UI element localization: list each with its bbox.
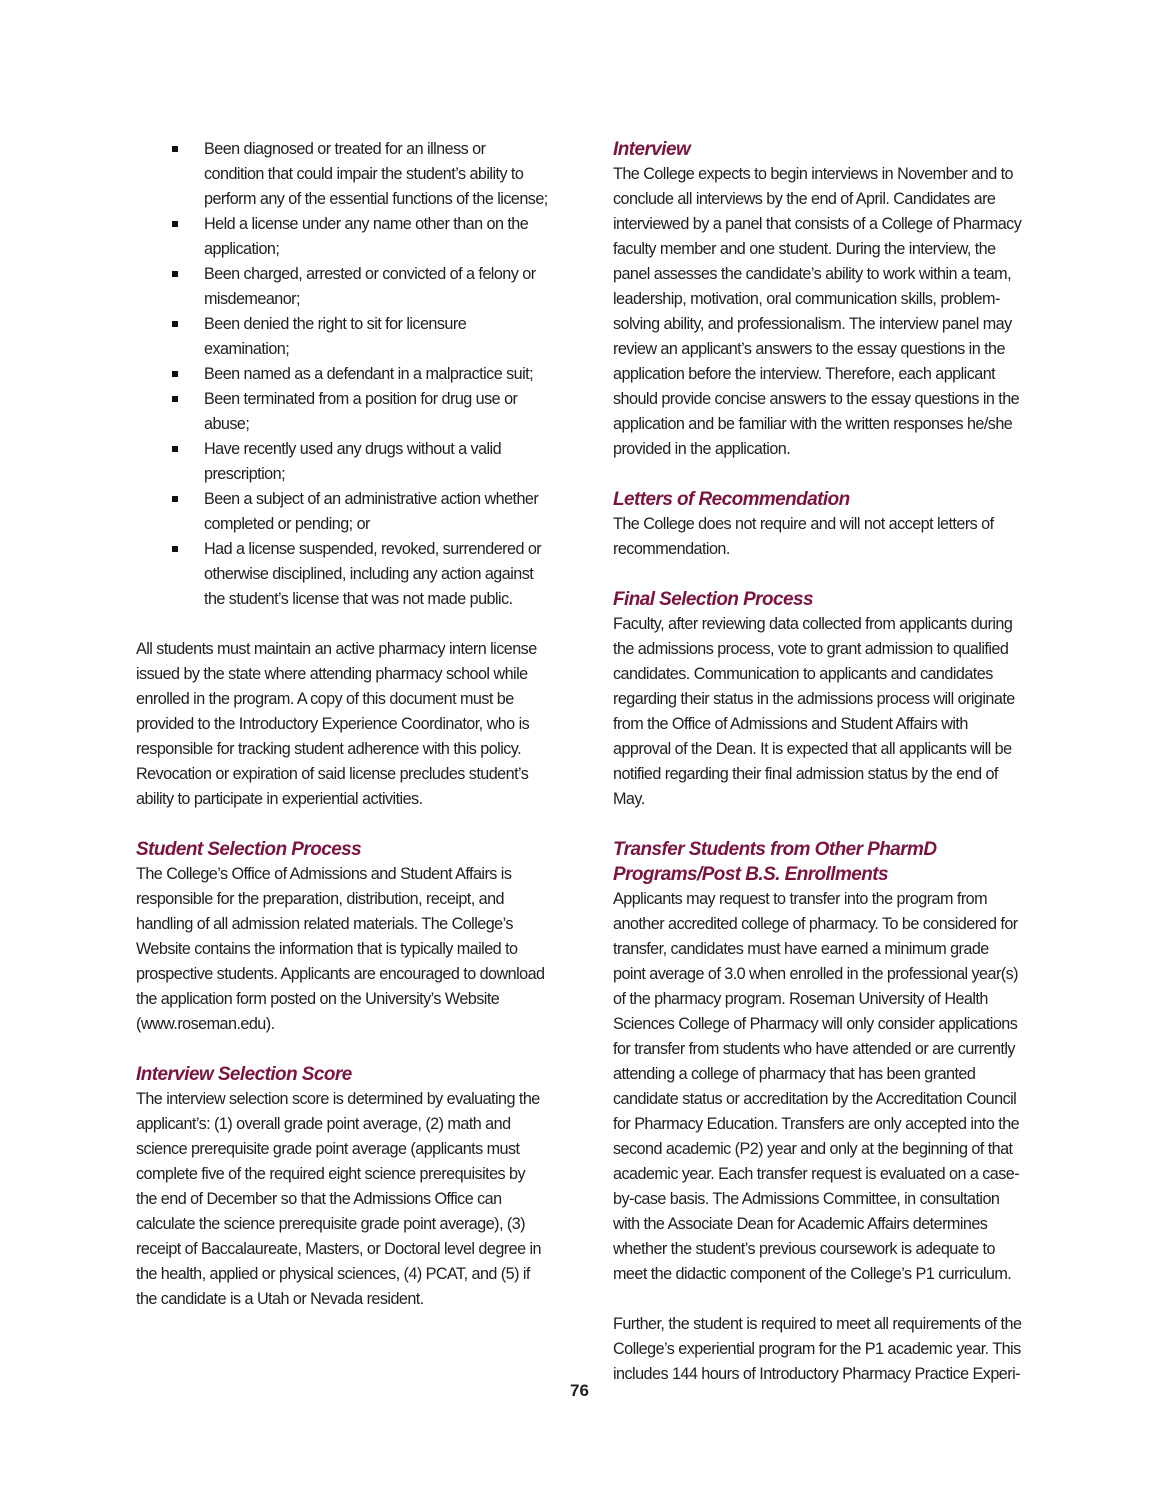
list-item (136, 212, 549, 262)
intern-license-paragraph: All students must maintain an active pharmacy intern license issued by the state where attending pharmacy school while enrolled in the program. A copy of this document must be provided to the Introductory Experience Coordinator, who is responsible for tracking student adherence with this policy. Revocation or expiration of said license precludes student’s ability to participate in experiential activities. (136, 640, 537, 808)
final-selection-heading: Final Selection Process (613, 589, 813, 610)
transfer-continuation-paragraph: Further, the student is required to meet all requirements of the College’s experiential program for the P1 academic year. This includes 144 hours of Introductory Pharmacy Practice Experi- (613, 1315, 1022, 1383)
list-item (136, 362, 549, 387)
list-item-text: Been named as a defendant in a malpractice suit; (204, 365, 534, 383)
interview-score-paragraph: The interview selection score is determined by evaluating the applicant’s: (1) overall grade point average, (2) math and science prerequisite grade point average (applicants must complete five of the required eight science prerequisites by the end of December so that the Admissions Office can calculate the science prerequisite grade point average), (3) receipt of Baccalaureate, Masters, or Doctoral level degree in the health, applied or physical sciences, (4) PCAT, and (5) if the candidate is a Utah or Nevada resident. (136, 1090, 541, 1308)
transfer-paragraph: Applicants may request to transfer into the program from another accredited college of pharmacy. To be considered for transfer, candidates must have earned a minimum grade point average of 3.0 when enrolled in the professional year(s) of the pharmacy program. Roseman University of Health Sciences College of Pharmacy will only consider applications for transfer from students who have attended or are currently attending a college of pharmacy that has been granted candidate status or accreditation by the Accreditation Council for Pharmacy Education. Transfers are only accepted into the second academic (P2) year and only at the beginning of that academic year. Each transfer request is evaluated on a case-by-case basis. The Admissions Committee, in consultation with the Associate Dean for Academic Affairs determines whether the student’s previous coursework is adequate to meet the didactic component of the College’s P1 curriculum. (613, 890, 1020, 1283)
transfer-heading: Transfer Students from Other PharmD Programs/Post B.S. Enrollments (613, 839, 937, 885)
letters-paragraph: The College does not require and will not accept letters of recommendation. (613, 515, 994, 558)
square-bullet-icon (172, 546, 178, 552)
list-item (136, 487, 549, 537)
list-item-text: Have recently used any drugs without a valid prescription; (204, 440, 502, 483)
student-selection-paragraph: The College’s Office of Admissions and Student Affairs is responsible for the preparation, distribution, receipt, and handling of all admission related materials. The College’s Website contains the information that is typically mailed to prospective students. Applicants are encouraged to download the application form posted on the University’s Website (www.roseman.edu). (136, 865, 545, 1033)
square-bullet-icon (172, 221, 178, 227)
list-item (136, 437, 549, 487)
list-item-text: Been diagnosed or treated for an illness or condition that could impair the student’s ability to perform any of the essential functions of the license; (204, 140, 548, 208)
square-bullet-icon (172, 496, 178, 502)
square-bullet-icon (172, 321, 178, 327)
list-item (136, 137, 549, 212)
list-item-text: Been charged, arrested or convicted of a felony or misdemeanor; (204, 265, 536, 308)
left-column (136, 137, 549, 1312)
list-item (136, 537, 549, 612)
list-item-text: Been a subject of an administrative action whether completed or pending; or (204, 490, 539, 533)
interview-paragraph: The College expects to begin interviews in November and to conclude all interviews by the end of April. Candidates are interviewed by a panel that consists of a College of Pharmacy faculty member and one student. During the interview, the panel assesses the candidate’s ability to work within a team, leadership, motivation, oral communication skills, problem-solving ability, and professionalism. The interview panel may review an applicant’s answers to the essay questions in the application before the interview. Therefore, each applicant should provide concise answers to the essay questions in the application and be familiar with the written responses he/she provided in the application. (613, 165, 1022, 458)
square-bullet-icon (172, 271, 178, 277)
square-bullet-icon (172, 371, 178, 377)
list-item-text: Been denied the right to sit for licensure examination; (204, 315, 467, 358)
list-item (136, 312, 549, 362)
square-bullet-icon (172, 446, 178, 452)
student-selection-heading: Student Selection Process (136, 839, 362, 860)
list-item-text: Held a license under any name other than on the application; (204, 215, 529, 258)
interview-heading: Interview (613, 139, 691, 160)
list-item (136, 387, 549, 437)
list-item-text: Been terminated from a position for drug use or abuse; (204, 390, 518, 433)
right-column (613, 137, 1023, 1387)
list-item (136, 262, 549, 312)
square-bullet-icon (172, 146, 178, 152)
page-number: 76 (570, 1381, 589, 1400)
letters-heading: Letters of Recommendation (613, 489, 850, 510)
final-selection-paragraph: Faculty, after reviewing data collected from applicants during the admissions process, vote to grant admission to qualified candidates. Communication to applicants and candidates regarding their status in the admissions process will originate from the Office of Admissions and Student Affairs with approval of the Dean. It is expected that all applicants will be notified regarding their final admission status by the end of May. (613, 615, 1015, 808)
list-item-text: Had a license suspended, revoked, surrendered or otherwise disciplined, including any action against the student’s license that was not made public. (204, 540, 542, 608)
disclosure-bullet-list (136, 137, 549, 612)
square-bullet-icon (172, 396, 178, 402)
interview-score-heading: Interview Selection Score (136, 1064, 352, 1085)
